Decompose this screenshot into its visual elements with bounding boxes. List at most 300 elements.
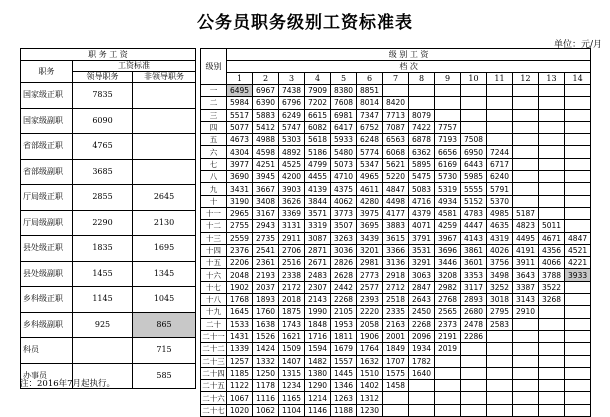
position-position-cell: 县处级副职 [21, 261, 73, 287]
salary-cell [565, 343, 591, 355]
salary-cell [539, 355, 565, 367]
salary-cell [513, 380, 539, 392]
salary-cell: 6950 [461, 146, 487, 158]
salary-cell: 2019 [435, 343, 461, 355]
salary-cell: 4221 [565, 257, 591, 269]
level-label-cell: 二十一 [202, 332, 225, 342]
salary-cell: 3353 [461, 269, 487, 281]
salary-cell [539, 343, 565, 355]
salary-cell: 3263 [331, 232, 357, 244]
page-title: 公务员职务级别工资标准表 [197, 13, 413, 33]
salary-cell: 5985 [461, 171, 487, 183]
salary-cell [513, 404, 539, 416]
position-row [21, 134, 196, 160]
salary-cell: 4965 [357, 171, 383, 183]
salary-cell: 2910 [513, 306, 539, 318]
salary-cell [383, 392, 409, 404]
position-row [21, 108, 196, 134]
salary-cell: 6248 [357, 134, 383, 146]
salary-cell: 5618 [305, 134, 331, 146]
level-row [201, 244, 591, 256]
level-label-cell: 九 [201, 183, 227, 195]
salary-cell: 4892 [279, 146, 305, 158]
salary-cell [487, 380, 513, 392]
salary-cell: 1990 [305, 306, 331, 318]
salary-cell: 8420 [383, 97, 409, 109]
salary-cell: 4611 [357, 183, 383, 195]
level-label-cell: 八 [201, 171, 227, 183]
salary-cell: 3695 [357, 220, 383, 232]
salary-cell [565, 318, 591, 330]
position-leader-cell: 1455 [73, 261, 133, 287]
salary-cell: 3431 [227, 183, 253, 195]
salary-cell: 5747 [279, 121, 305, 133]
salary-cell: 2518 [383, 294, 409, 306]
position-leader-cell: 2290 [73, 210, 133, 236]
position-leader-cell: 1145 [73, 287, 133, 313]
salary-cell: 3967 [435, 232, 461, 244]
salary-cell [565, 109, 591, 121]
salary-cell: 4375 [331, 183, 357, 195]
level-row [201, 109, 591, 121]
salary-cell [565, 294, 591, 306]
position-leader-cell: 2855 [73, 185, 133, 211]
salary-cell [539, 109, 565, 121]
salary-cell: 3791 [409, 232, 435, 244]
salary-cell: 5475 [409, 171, 435, 183]
salary-cell: 2193 [253, 269, 279, 281]
salary-cell: 7909 [305, 85, 331, 97]
salary-cell: 5186 [305, 146, 331, 158]
salary-cell: 4799 [305, 158, 331, 170]
salary-cell: 2893 [461, 294, 487, 306]
salary-cell [461, 392, 487, 404]
salary-cell: 3690 [227, 171, 253, 183]
salary-cell: 4521 [565, 244, 591, 256]
position-position-cell: 国家级副职 [21, 108, 73, 134]
salary-cell: 3167 [253, 207, 279, 219]
grade-number-cell: 8 [409, 73, 435, 85]
level-label-cell: 十四 [201, 244, 227, 256]
salary-cell: 4581 [435, 207, 461, 219]
level-row [201, 404, 591, 416]
salary-cell: 3498 [487, 269, 513, 281]
salary-cell [539, 146, 565, 158]
salary-cell: 3369 [279, 207, 305, 219]
salary-cell: 3861 [461, 244, 487, 256]
salary-cell: 6169 [435, 158, 461, 170]
salary-cell [487, 367, 513, 379]
salary-cell: 1679 [331, 343, 357, 355]
salary-cell [461, 380, 487, 392]
salary-cell [539, 404, 565, 416]
salary-cell [539, 318, 565, 330]
position-leader-cell: 3685 [73, 159, 133, 185]
salary-cell: 2755 [227, 220, 253, 232]
salary-cell: 3063 [409, 269, 435, 281]
position-position-cell: 县处级正职 [21, 236, 73, 262]
salary-cell: 4447 [461, 220, 487, 232]
salary-cell: 6981 [331, 109, 357, 121]
level-row [201, 207, 591, 219]
level-label-cell: 四 [201, 121, 227, 133]
salary-cell [513, 195, 539, 207]
salary-cell: 1760 [253, 306, 279, 318]
salary-cell: 3571 [305, 207, 331, 219]
salary-cell: 2307 [305, 281, 331, 293]
salary-cell [565, 146, 591, 158]
level-row [201, 367, 591, 379]
salary-cell: 4304 [227, 146, 253, 158]
position-position-cell: 办事员 [21, 363, 73, 389]
level-row [201, 355, 591, 367]
position-row [21, 159, 196, 185]
salary-cell: 4716 [409, 195, 435, 207]
salary-cell [461, 343, 487, 355]
salary-cell: 4259 [435, 220, 461, 232]
salary-cell: 1402 [357, 380, 383, 392]
salary-cell: 1315 [279, 367, 305, 379]
position-position-cell: 科员 [21, 338, 73, 364]
salary-cell: 4280 [357, 195, 383, 207]
salary-cell: 2559 [227, 232, 253, 244]
salary-cell: 4177 [383, 207, 409, 219]
salary-cell: 5152 [461, 195, 487, 207]
salary-cell: 4988 [253, 134, 279, 146]
salary-cell [539, 121, 565, 133]
level-row [201, 146, 591, 158]
nonleader-column-header: 非领导职务 [133, 72, 196, 83]
salary-cell: 2018 [279, 294, 305, 306]
salary-cell: 4847 [383, 183, 409, 195]
position-leader-cell: 6090 [73, 108, 133, 134]
salary-cell: 3911 [513, 257, 539, 269]
salary-cell: 1346 [331, 380, 357, 392]
salary-cell [435, 380, 461, 392]
salary-cell [565, 97, 591, 109]
salary-cell: 1458 [383, 380, 409, 392]
salary-cell: 2768 [435, 294, 461, 306]
salary-cell: 2163 [383, 318, 409, 330]
salary-cell: 1185 [227, 367, 253, 379]
salary-cell: 2393 [357, 294, 383, 306]
position-position-cell: 省部级副职 [21, 159, 73, 185]
level-row [201, 392, 591, 404]
salary-cell: 2191 [435, 330, 461, 342]
level-label-cell: 十二 [201, 220, 227, 232]
salary-cell: 3615 [383, 232, 409, 244]
salary-cell [513, 355, 539, 367]
salary-cell: 4783 [461, 207, 487, 219]
salary-cell: 4635 [487, 220, 513, 232]
salary-cell: 4598 [253, 146, 279, 158]
salary-cell: 6082 [305, 121, 331, 133]
salary-cell: 2847 [409, 281, 435, 293]
salary-cell [539, 380, 565, 392]
salary-cell: 3933 [565, 269, 591, 281]
salary-cell: 2478 [461, 318, 487, 330]
salary-cell: 3756 [487, 257, 513, 269]
salary-cell: 3844 [305, 195, 331, 207]
salary-cell [539, 97, 565, 109]
salary-cell: 1509 [279, 343, 305, 355]
level-label-cell: 十九 [201, 306, 227, 318]
salary-cell: 6068 [383, 146, 409, 158]
salary-cell: 1621 [279, 330, 305, 342]
salary-cell: 1594 [305, 343, 331, 355]
position-nonleader-cell [133, 83, 196, 109]
salary-cell: 5083 [409, 183, 435, 195]
salary-cell: 5077 [227, 121, 253, 133]
salary-cell [513, 183, 539, 195]
salary-cell [435, 392, 461, 404]
level-row [201, 343, 591, 355]
salary-cell: 2338 [279, 269, 305, 281]
salary-cell [539, 134, 565, 146]
salary-cell [435, 404, 461, 416]
level-row [201, 158, 591, 170]
salary-cell [487, 109, 513, 121]
position-position-cell: 乡科级正职 [21, 287, 73, 313]
position-row [21, 261, 196, 287]
position-position-cell: 国家级正职 [21, 83, 73, 109]
salary-cell: 3387 [513, 281, 539, 293]
salary-cell: 2001 [383, 330, 409, 342]
salary-cell [539, 207, 565, 219]
salary-cell: 1526 [253, 330, 279, 342]
grade-number-cell: 7 [383, 73, 409, 85]
level-label-cell: 六 [201, 146, 227, 158]
level-label-cell: 十六 [201, 269, 227, 281]
salary-cell: 6878 [409, 134, 435, 146]
salary-cell: 2516 [279, 257, 305, 269]
salary-cell: 4251 [253, 158, 279, 170]
salary-cell: 6240 [487, 171, 513, 183]
salary-cell: 5347 [357, 158, 383, 170]
salary-cell [487, 97, 513, 109]
salary-cell [487, 85, 513, 97]
salary-cell [409, 380, 435, 392]
salary-cell: 3696 [435, 244, 461, 256]
salary-cell [565, 195, 591, 207]
level-label-cell: 十五 [201, 257, 227, 269]
salary-cell: 7087 [383, 121, 409, 133]
salary-cell: 3788 [539, 269, 565, 281]
salary-cell: 3201 [357, 244, 383, 256]
salary-cell [539, 306, 565, 318]
salary-cell [435, 109, 461, 121]
salary-cell: 3601 [461, 257, 487, 269]
salary-cell: 3208 [435, 269, 461, 281]
salary-cell: 4498 [383, 195, 409, 207]
salary-cell: 2268 [331, 294, 357, 306]
salary-cell: 5555 [461, 183, 487, 195]
salary-cell: 3190 [227, 195, 253, 207]
level-label-cell: 十 [201, 195, 227, 207]
salary-cell: 1875 [279, 306, 305, 318]
salary-cell: 1906 [357, 330, 383, 342]
salary-cell: 1893 [253, 294, 279, 306]
salary-cell: 4673 [227, 134, 253, 146]
salary-cell: 3667 [253, 183, 279, 195]
salary-cell: 1902 [227, 281, 253, 293]
salary-cell [565, 121, 591, 133]
salary-cell: 2096 [409, 330, 435, 342]
salary-cell: 1424 [253, 343, 279, 355]
position-nonleader-cell: 1695 [133, 236, 196, 262]
position-salary-header: 职 务 工 资 [21, 49, 196, 61]
salary-cell: 1716 [305, 330, 331, 342]
salary-cell: 1290 [305, 380, 331, 392]
level-label-cell: 一 [201, 85, 227, 97]
position-leader-cell: 7835 [73, 83, 133, 109]
salary-cell: 4356 [539, 244, 565, 256]
salary-cell: 1848 [305, 318, 331, 330]
salary-cell [487, 134, 513, 146]
salary-cell: 5883 [253, 109, 279, 121]
salary-cell [565, 134, 591, 146]
salary-cell: 3773 [331, 207, 357, 219]
salary-cell: 6417 [331, 121, 357, 133]
salary-cell: 4823 [513, 220, 539, 232]
salary-cell: 3439 [357, 232, 383, 244]
position-column-header: 职务 [21, 61, 73, 83]
salary-cell: 4200 [279, 171, 305, 183]
salary-cell: 2911 [279, 232, 305, 244]
salary-cell: 2143 [305, 294, 331, 306]
grade-number-cell: 9 [435, 73, 461, 85]
grade-number-cell: 13 [539, 73, 565, 85]
level-row [201, 220, 591, 232]
level-row [201, 121, 591, 133]
salary-cell: 1743 [279, 318, 305, 330]
salary-cell [513, 85, 539, 97]
salary-cell: 3036 [331, 244, 357, 256]
grade-number-cell: 4 [305, 73, 331, 85]
salary-cell [461, 355, 487, 367]
salary-cell [539, 367, 565, 379]
position-row [21, 312, 196, 338]
salary-cell: 1104 [279, 404, 305, 416]
salary-cell: 1768 [227, 294, 253, 306]
salary-cell: 1934 [409, 343, 435, 355]
salary-cell: 6717 [487, 158, 513, 170]
salary-cell: 8079 [409, 109, 435, 121]
salary-cell [539, 392, 565, 404]
salary-cell: 2712 [383, 281, 409, 293]
salary-cell [461, 85, 487, 97]
salary-cell [565, 171, 591, 183]
salary-cell: 1312 [357, 392, 383, 404]
level-salary-table [200, 48, 591, 417]
position-leader-cell: 1835 [73, 236, 133, 262]
salary-cell: 4026 [487, 244, 513, 256]
grade-number-cell: 3 [279, 73, 305, 85]
salary-cell: 4985 [487, 207, 513, 219]
salary-cell: 1178 [253, 380, 279, 392]
salary-cell: 1811 [331, 330, 357, 342]
salary-cell: 2643 [409, 294, 435, 306]
salary-cell: 6495 [227, 85, 253, 97]
salary-cell: 3507 [331, 220, 357, 232]
salary-cell: 3018 [487, 294, 513, 306]
level-row [201, 281, 591, 293]
level-label-cell: 十一 [201, 207, 227, 219]
salary-cell [513, 367, 539, 379]
salary-cell: 2706 [279, 244, 305, 256]
salary-cell: 2671 [305, 257, 331, 269]
position-row [21, 83, 196, 109]
salary-cell [565, 85, 591, 97]
salary-cell [409, 404, 435, 416]
grade-number-cell: 6 [357, 73, 383, 85]
salary-cell: 5073 [331, 158, 357, 170]
salary-cell: 6390 [253, 97, 279, 109]
position-position-cell: 省部级正职 [21, 134, 73, 160]
salary-cell: 1062 [253, 404, 279, 416]
salary-cell: 4379 [409, 207, 435, 219]
salary-cell [565, 355, 591, 367]
salary-cell: 5621 [383, 158, 409, 170]
salary-cell: 7438 [279, 85, 305, 97]
salary-cell: 6362 [409, 146, 435, 158]
salary-cell: 3522 [539, 281, 565, 293]
salary-cell: 1640 [409, 367, 435, 379]
level-row [201, 85, 591, 97]
salary-cell [435, 97, 461, 109]
salary-cell: 1067 [227, 392, 253, 404]
salary-cell: 2943 [253, 220, 279, 232]
salary-cell: 8380 [331, 85, 357, 97]
salary-cell [435, 367, 461, 379]
salary-cell [461, 404, 487, 416]
salary-cell: 2680 [461, 306, 487, 318]
salary-cell: 6967 [253, 85, 279, 97]
salary-cell [539, 195, 565, 207]
salary-cell: 1632 [357, 355, 383, 367]
salary-cell: 1407 [279, 355, 305, 367]
salary-cell [513, 343, 539, 355]
salary-cell: 3408 [253, 195, 279, 207]
salary-cell: 3975 [357, 207, 383, 219]
salary-cell: 3366 [383, 244, 409, 256]
salary-cell: 7422 [409, 121, 435, 133]
salary-cell: 5319 [435, 183, 461, 195]
salary-cell: 5933 [331, 134, 357, 146]
salary-cell: 1263 [331, 392, 357, 404]
salary-cell [383, 404, 409, 416]
salary-cell: 3626 [279, 195, 305, 207]
salary-cell [435, 85, 461, 97]
salary-cell [513, 134, 539, 146]
salary-cell: 5480 [331, 146, 357, 158]
salary-cell: 7347 [357, 109, 383, 121]
level-label-cell: 二十五 [202, 381, 225, 391]
salary-cell: 4495 [513, 232, 539, 244]
salary-cell: 3883 [383, 220, 409, 232]
salary-cell: 1849 [383, 343, 409, 355]
position-nonleader-cell: 1345 [133, 261, 196, 287]
level-row [201, 380, 591, 392]
salary-cell: 1782 [409, 355, 435, 367]
salary-cell: 1431 [227, 330, 253, 342]
salary-cell: 3268 [539, 294, 565, 306]
level-row [201, 257, 591, 269]
salary-cell: 2268 [409, 318, 435, 330]
level-label-cell: 三 [201, 109, 227, 121]
salary-cell: 1339 [227, 343, 253, 355]
salary-cell [487, 330, 513, 342]
